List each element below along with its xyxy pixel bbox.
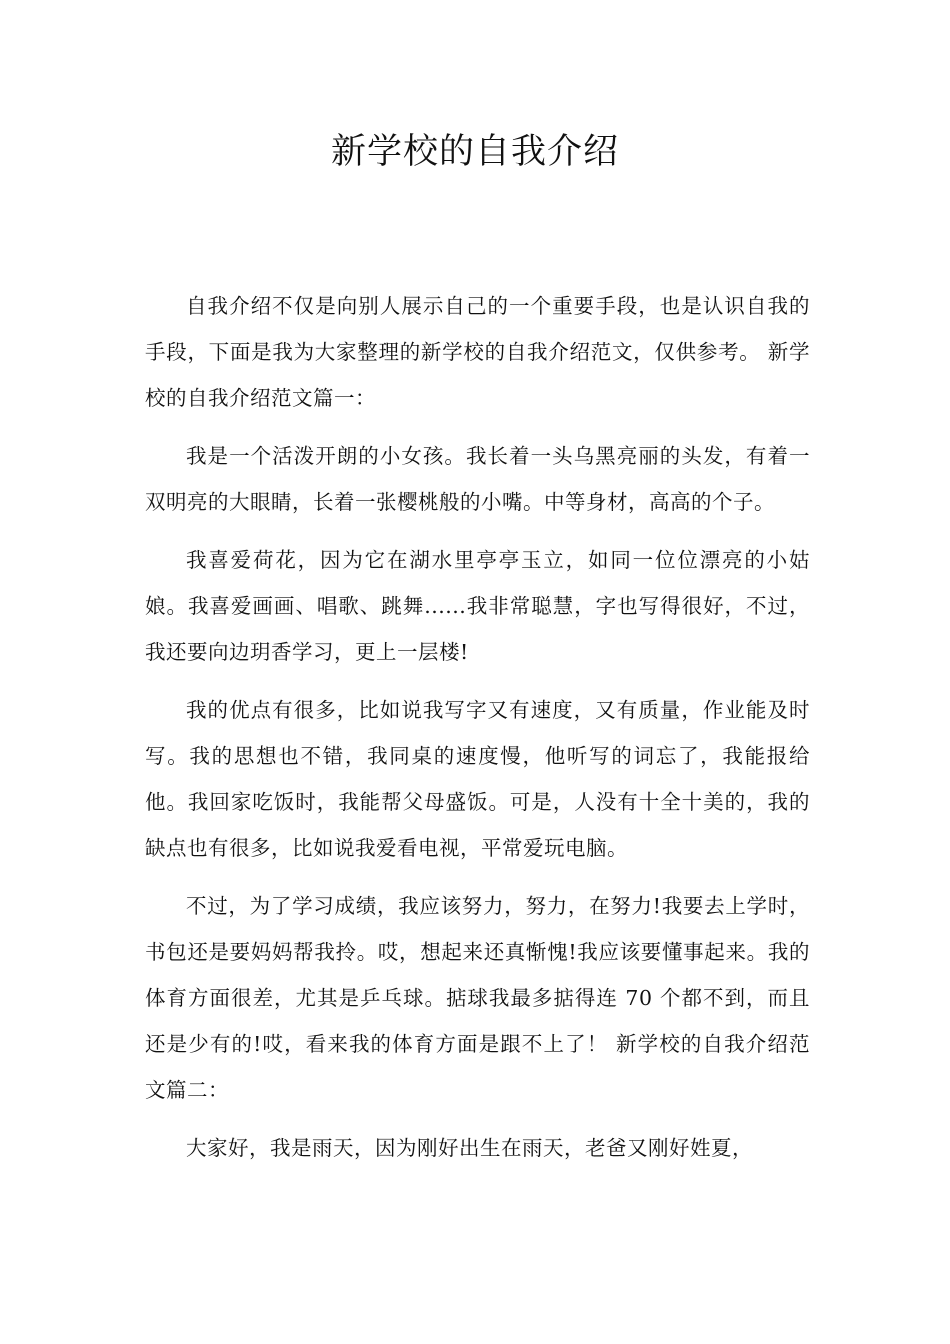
paragraph-6: 大家好，我是雨天，因为刚好出生在雨天，老爸又刚好姓夏， (186, 1136, 753, 1160)
document-title: 新学校的自我介绍 (330, 132, 619, 172)
paragraph-1: 自我介绍不仅是向别人展示自己的一个重要手段，也是认识自我的手段，下面是我为大家整理的新学校的自我介绍范文，仅供参考。 新学校的自我介绍范文篇一： (145, 294, 810, 410)
paragraph-4: 我的优点有很多，比如说我写字又有速度，又有质量，作业能及时写。我的思想也不错，我同桌的速度慢，他听写的词忘了，我能报给他。我回家吃饭时，我能帮父母盛饭。可是，人没有十全十美的，我的缺点也有很多，比如说我爱看电视，平常爱玩电脑。 (145, 698, 810, 860)
paragraph-5: 不过，为了学习成绩，我应该努力，努力，在努力!我要去上学时，书包还是要妈妈帮我拎。哎，想起来还真惭愧!我应该要懂事起来。我的体育方面很差，尤其是乒乓球。掂球我最多掂得连 70 个都不到，而且还是少有的!哎，看来我的体育方面是跟不上了！ 新学校的自我介绍范文篇二： (145, 894, 810, 1102)
paragraph-3: 我喜爱荷花，因为它在湖水里亭亭玉立，如同一位位漂亮的小姑娘。我喜爱画画、唱歌、跳舞......我非常聪慧，字也写得很好，不过，我还要向边玥香学习，更上一层楼! (145, 548, 810, 664)
document-body (145, 283, 810, 1183)
paragraph-2: 我是一个活泼开朗的小女孩。我长着一头乌黑亮丽的头发，有着一双明亮的大眼睛，长着一张樱桃般的小嘴。中等身材，高高的个子。 (145, 444, 810, 514)
